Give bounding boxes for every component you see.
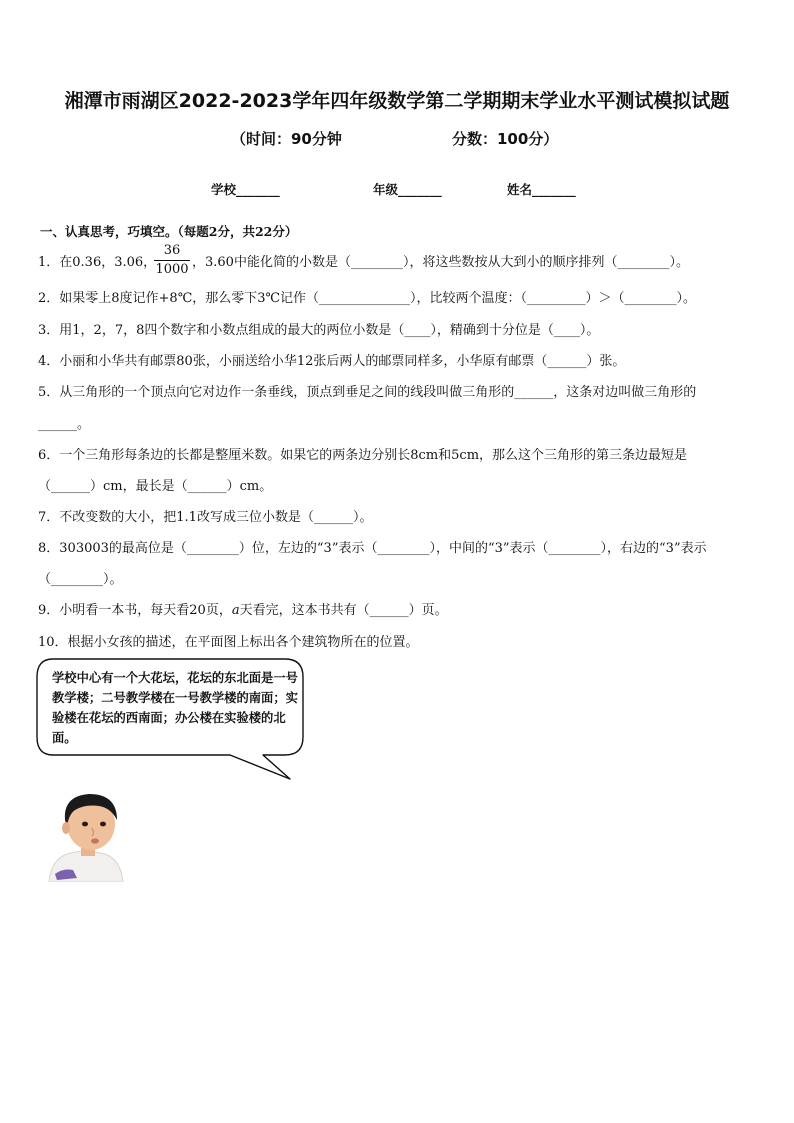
fraction-numerator: 36 xyxy=(163,243,181,258)
question-9-suffix: 天看完，这本书共有（______）页。 xyxy=(239,603,448,618)
child-illustration xyxy=(45,790,127,882)
question-5-line-1: 5．从三角形的一个顶点向它对边作一条垂线，顶点到垂足之间的线段叫做三角形的______，这条对边叫做三角形的 xyxy=(38,385,697,400)
question-6-line-1: 6．一个三角形每条边的长都是整厘米数。如果它的两条边分别长8cm和5cm，那么这个三角形的第三条边最短是 xyxy=(38,448,688,463)
page-title: 湘潭市雨湖区2022-2023学年四年级数学第二学期期末学业水平测试模拟试题 xyxy=(64,90,730,112)
question-4: 4．小丽和小华共有邮票80张，小丽送给小华12张后两人的邮票同样多，小华原有邮票（______）张。 xyxy=(38,354,626,369)
question-6-line-2: （______）cm，最长是（______）cm。 xyxy=(38,479,273,494)
question-7: 7．不改变数的大小，把1.1改写成三位小数是（______）。 xyxy=(38,510,373,525)
fraction-bar xyxy=(154,260,190,261)
exam-score: 分数：100分） xyxy=(452,130,559,148)
question-1-suffix: ，3.60中能化简的小数是（________），将这些数按从大到小的顺序排列（________）。 xyxy=(192,255,689,270)
question-8-line-1: 8．303003的最高位是（________）位，左边的“3”表示（________），中间的“3”表示（________），右边的“3”表示 xyxy=(38,541,707,556)
question-5-line-2: ______。 xyxy=(38,417,91,432)
section-heading: 一、认真思考，巧填空。（每题2分，共22分） xyxy=(40,224,298,239)
question-9 xyxy=(38,602,448,620)
question-2: 2．如果零上8度记作+8℃，那么零下3℃记作（______________），比较两个温度：（_________）＞（________）。 xyxy=(38,291,697,306)
question-9-prefix: 9．小明看一本书，每天看20页， xyxy=(38,603,232,618)
speech-bubble-text: 学校中心有一个大花坛，花坛的东北面是一号教学楼；二号教学楼在一号教学楼的南面；实验楼在花坛的西南面；办公楼在实验楼的北面。 xyxy=(52,670,298,745)
school-field: 学校_______ xyxy=(211,182,280,197)
question-10: 10．根据小女孩的描述，在平面图上标出各个建筑物所在的位置。 xyxy=(38,635,419,650)
grade-field: 年级_______ xyxy=(373,182,442,197)
exam-time: （时间：90分钟 xyxy=(231,130,342,148)
question-3: 3．用1，2，7，8四个数字和小数点组成的最大的两位小数是（____），精确到十分位是（____）。 xyxy=(38,323,600,338)
fraction-denominator: 1000 xyxy=(155,262,189,277)
variable-a: a xyxy=(231,603,240,618)
question-8-line-2: （________）。 xyxy=(38,572,123,587)
fraction xyxy=(152,243,192,278)
name-field: 姓名_______ xyxy=(507,182,576,197)
question-1-prefix: 1．在0.36，3.06， xyxy=(38,255,157,270)
